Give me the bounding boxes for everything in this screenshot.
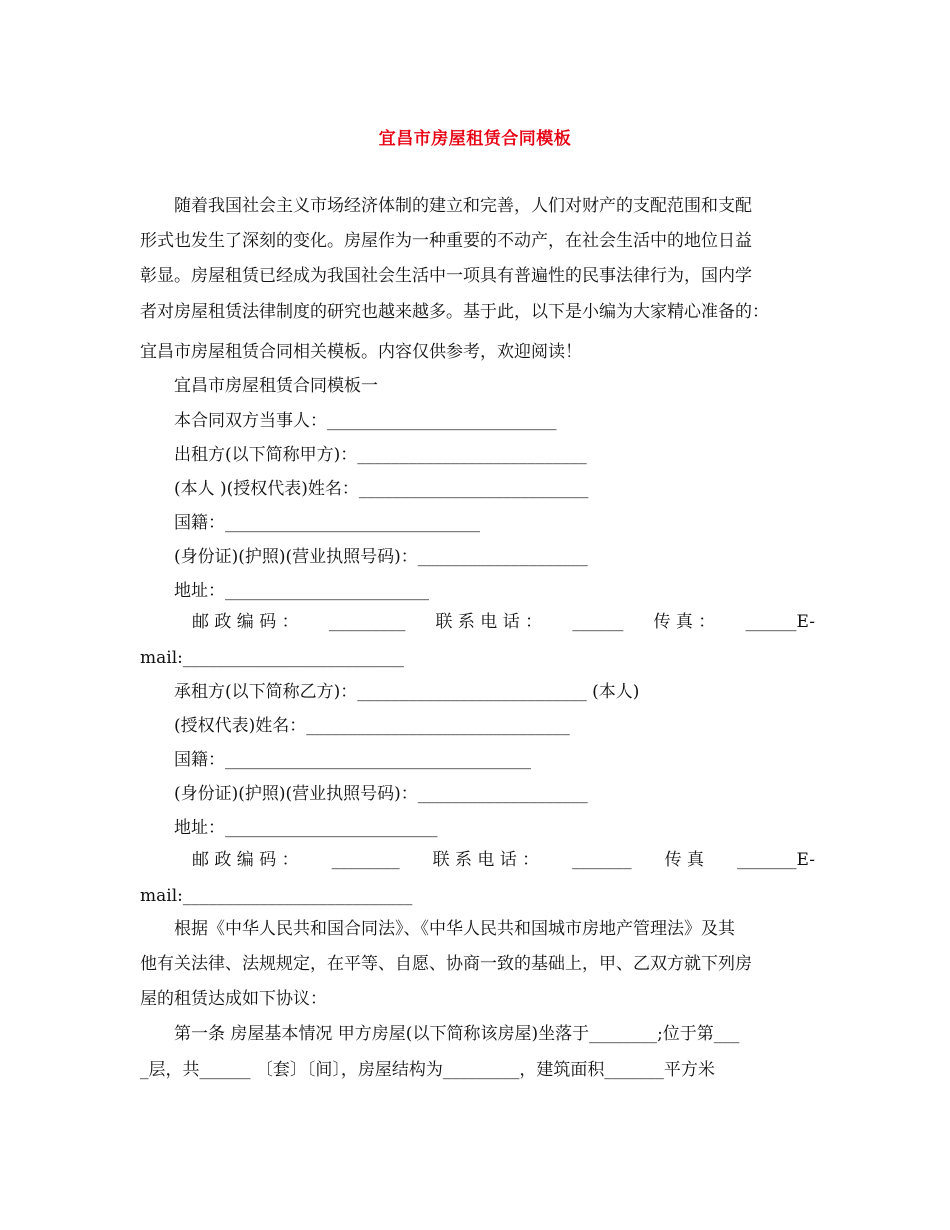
intro-line-3: 彰显。房屋租赁已经成为我国社会生活中一项具有普遍性的民事法律行为，国内学 bbox=[140, 266, 752, 286]
lessor-contact-line bbox=[192, 610, 815, 634]
intro-line-5: 宜昌市房屋租赁合同相关模板。内容仅供参考，欢迎阅读！ bbox=[140, 342, 582, 362]
intro-line-1: 随着我国社会主义市场经济体制的建立和完善，人们对财产的支配范围和支配 bbox=[174, 196, 752, 216]
lessor-fax-blank: ______E- bbox=[745, 612, 815, 632]
basis-line-1: 根据《中华人民共和国合同法》、《中华人民共和国城市房地产管理法》及其 bbox=[174, 919, 735, 939]
lessor-label: 出租方(以下简称甲方)：___________________________ bbox=[174, 445, 587, 465]
lessee-label: 承租方(以下简称乙方)：___________________________ (本人) bbox=[174, 682, 640, 702]
lessee-name: (授权代表)姓名：_______________________________ bbox=[174, 716, 570, 736]
basis-line-2: 他有关法律、法规规定，在平等、自愿、协商一致的基础上，甲、乙双方就下列房 bbox=[140, 954, 752, 974]
lessor-fax-label: 传 真 ： bbox=[653, 612, 716, 632]
lessee-contact-line bbox=[192, 848, 815, 872]
lessee-id: (身份证)(护照)(营业执照号码)：____________________ bbox=[174, 784, 588, 804]
article1-line-1: 第一条 房屋基本情况 甲方房屋(以下简称该房屋)坐落于________;位于第___ bbox=[174, 1024, 740, 1044]
lessee-email: mail:___________________________ bbox=[140, 886, 413, 906]
lessor-email: mail:__________________________ bbox=[140, 648, 404, 668]
lessor-postal-label: 邮 政 编 码 ： bbox=[192, 612, 299, 632]
lessor-address: 地址：________________________ bbox=[174, 581, 429, 601]
lessor-id: (身份证)(护照)(营业执照号码)：____________________ bbox=[174, 547, 588, 567]
parties-line: 本合同双方当事人：___________________________ bbox=[174, 411, 557, 431]
lessor-postal-blank: _________ bbox=[328, 612, 406, 632]
lessee-nationality: 国籍：____________________________________ bbox=[174, 750, 531, 770]
lessor-nationality: 国籍：______________________________ bbox=[174, 513, 480, 533]
intro-line-4: 者对房屋租赁法律制度的研究也越来越多。基于此，以下是小编为大家精心准备的： bbox=[140, 302, 769, 322]
document-title: 宜昌市房屋租赁合同模板 bbox=[378, 129, 572, 149]
section-heading: 宜昌市房屋租赁合同模板一 bbox=[174, 376, 378, 396]
article1-line-2: _层，共______ 〔套〕〔间〕，房屋结构为_________，建筑面积_______平方米 bbox=[140, 1060, 715, 1080]
lessee-postal-label: 邮 政 编 码 ： bbox=[192, 850, 299, 870]
lessor-name: (本人 )(授权代表)姓名：___________________________ bbox=[174, 479, 589, 499]
lessee-phone-label: 联 系 电 话 ： bbox=[432, 850, 540, 870]
intro-line-2: 形式也发生了深刻的变化。房屋作为一种重要的不动产，在社会生活中的地位日益 bbox=[140, 231, 752, 251]
lessee-fax-label: 传 真 bbox=[664, 850, 705, 870]
lessor-phone-blank: ______ bbox=[572, 612, 624, 632]
lessee-phone-blank: _______ bbox=[572, 850, 632, 870]
basis-line-3: 屋的租赁达成如下协议： bbox=[140, 989, 327, 1009]
lessor-phone-label: 联 系 电 话 ： bbox=[435, 612, 543, 632]
lessee-postal-blank: ________ bbox=[331, 850, 400, 870]
lessee-address: 地址：_________________________ bbox=[174, 818, 438, 838]
lessee-fax-blank: _______E- bbox=[737, 850, 815, 870]
